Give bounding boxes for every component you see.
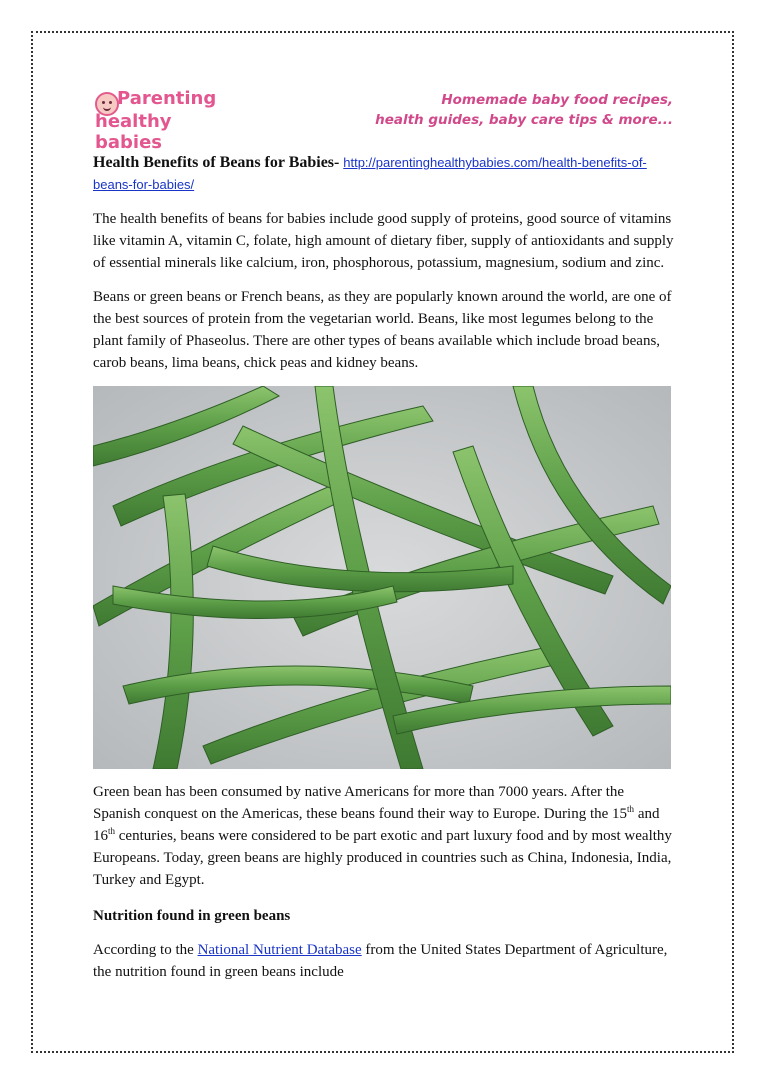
paragraph-nutrition: [93, 939, 675, 983]
article-url-link[interactable]: http://parentinghealthybabies.com/health-benefits-of-beans-for-babies/: [93, 155, 647, 192]
nutrition-text-a: According to the: [93, 942, 198, 958]
green-beans-photo: [93, 386, 671, 769]
paragraph-history: [93, 781, 675, 891]
page-header: [93, 82, 673, 153]
page-title: Health Benefits of Beans for Babies-: [93, 154, 340, 171]
section-heading-nutrition: Nutrition found in green beans: [93, 908, 291, 924]
history-sup-2: th: [108, 826, 116, 836]
history-text-c: centuries, beans were considered to be part exotic and part luxury food and by most wealthy Europeans. Today, green beans are highly produced in countries such as China, Indonesia, India, Turkey and Egypt.: [93, 828, 672, 888]
title-line: [93, 152, 675, 196]
paragraph-intro: The health benefits of beans for babies include good supply of proteins, good source of vitamins like vitamin A, vitamin C, folate, high amount of dietary fiber, supply of antioxidants and supply of essential minerals like calcium, iron, phosphorous, potassium, magnesium, sodium and zinc.: [93, 211, 674, 271]
logo: [93, 82, 223, 153]
logo-text-line2: healthy babies: [95, 111, 172, 153]
article-body: [93, 152, 675, 983]
tagline-line2: health guides, baby care tips & more...: [375, 112, 673, 128]
history-text-a: Green bean has been consumed by native Americans for more than 7000 years. After the Spanish conquest on the Americas, these beans found their way to Europe. During the 15: [93, 784, 628, 822]
green-beans-image: [93, 386, 671, 769]
tagline-line1: Homemade baby food recipes,: [441, 92, 673, 108]
history-text-b: and 16: [93, 806, 660, 844]
history-sup-1: th: [627, 804, 635, 814]
nutrition-text-b: from the United States Department of Agriculture, the nutrition found in green beans include: [93, 942, 668, 980]
paragraph-beans-overview: Beans or green beans or French beans, as they are popularly known around the world, are one of the best sources of protein from the vegetarian world. Beans, like most legumes belong to the plant family of Phaseolus. There are other types of beans available which include broad beans, carob beans, lima beans, chick peas and kidney beans.: [93, 289, 672, 371]
national-nutrient-database-link[interactable]: National Nutrient Database: [197, 942, 362, 958]
logo-text-line1: Parenting: [117, 88, 217, 109]
tagline: [375, 90, 673, 130]
